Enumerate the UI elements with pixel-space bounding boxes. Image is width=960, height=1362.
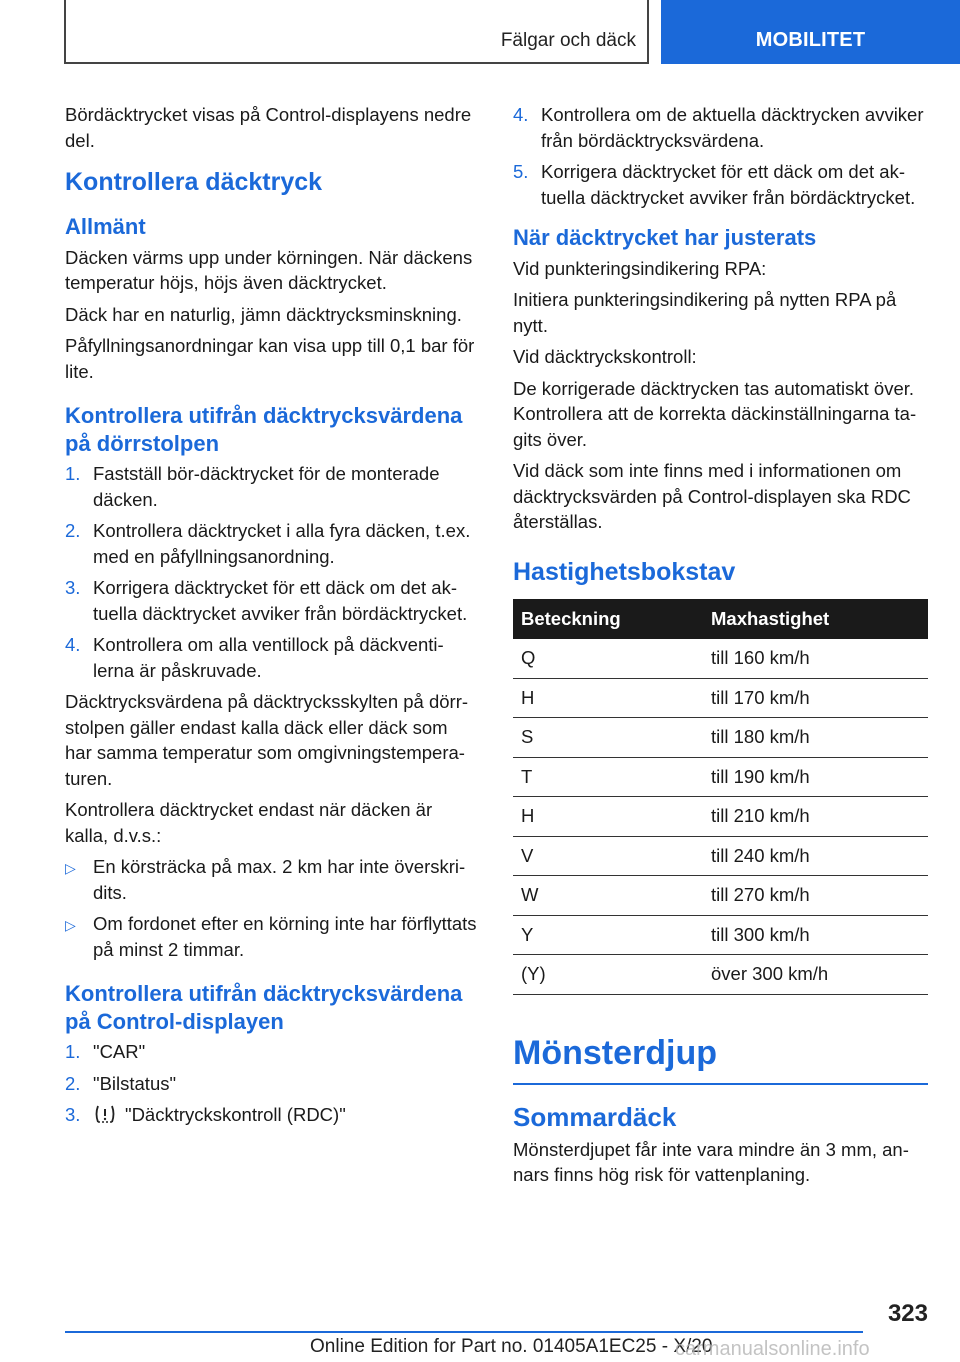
- speed-letter-cell: V: [513, 836, 703, 876]
- step-number: 2.: [65, 520, 81, 541]
- list-item: [65, 1102, 477, 1128]
- continued-steps-list: [513, 102, 928, 210]
- adjusted-para-3: Vid däcktryckskontroll:: [513, 346, 697, 367]
- step-number: 4.: [513, 104, 529, 125]
- max-speed-cell: till 190 km/h: [703, 757, 928, 797]
- step-text: Korrigera däcktrycket för ett däck om det aktuella däcktrycket avviker från bördäcktrycket.: [93, 577, 468, 624]
- adjusted-para-4: De korrigerade däcktrycken tas automatiskt över. Kontrollera att de korrekta däckinställningarna tagits över.: [513, 377, 917, 450]
- heading-general: Allmänt: [65, 214, 146, 239]
- left-column: [65, 102, 477, 1134]
- step-number: 5.: [513, 161, 529, 182]
- max-speed-cell: till 300 km/h: [703, 915, 928, 955]
- summer-tire-text: Mönsterdjupet får inte vara mindre än 3 mm, annars finns hög risk för vattenplaning.: [513, 1138, 909, 1185]
- bullet-text: Om fordonet efter en körning inte har förflyttats på minst 2 timmar.: [93, 913, 477, 960]
- adjusted-para-5: Vid däck som inte finns med i informationen om däcktrycksvärden på Control-displayen ska RDC återställas.: [513, 460, 911, 532]
- max-speed-cell: över 300 km/h: [703, 955, 928, 995]
- speed-table-body: [513, 639, 928, 995]
- step-text: Kontrollera om de aktuella däcktrycken avviker från bördäcktrycksvärdena.: [541, 104, 924, 151]
- display-steps-list: [65, 1039, 477, 1128]
- cold-tire-bullets: [65, 854, 477, 962]
- general-para-2: Däck har en naturlig, jämn däcktrycksminskning.: [65, 303, 462, 325]
- speed-letter-cell: (Y): [513, 955, 703, 995]
- list-item: [65, 461, 477, 512]
- list-item: [65, 518, 477, 569]
- list-item: [65, 575, 477, 626]
- watermark-text: carmanualsonline.info: [675, 1338, 870, 1360]
- list-item: [513, 102, 928, 153]
- max-speed-cell: till 240 km/h: [703, 836, 928, 876]
- speed-letter-cell: Q: [513, 639, 703, 679]
- speed-letter-cell: H: [513, 678, 703, 718]
- list-item: [65, 1039, 477, 1065]
- list-item: [513, 159, 928, 210]
- step-text: Kontrollera om alla ventillock på däckventilerna är påskruvade.: [93, 634, 444, 681]
- column-header-designation: Beteckning: [513, 599, 703, 639]
- table-row: [513, 757, 928, 797]
- list-item: [65, 632, 477, 683]
- speed-letter-cell: T: [513, 757, 703, 797]
- speed-letter-cell: H: [513, 797, 703, 837]
- heading-control-display: Kontrollera utifrån däcktrycksvärdena på Control-displayen: [65, 981, 463, 1034]
- page-number: 323: [887, 1300, 928, 1327]
- max-speed-cell: till 270 km/h: [703, 876, 928, 916]
- table-row: [513, 876, 928, 916]
- header-chapter-tab[interactable]: MOBILITET: [661, 0, 960, 64]
- heading-speed-rating: Hastighetsbokstav: [513, 557, 736, 586]
- heading-check-tire-pressure: Kontrollera däcktryck: [65, 168, 323, 196]
- step-number: 4.: [65, 634, 81, 655]
- max-speed-cell: till 160 km/h: [703, 639, 928, 679]
- table-row: [513, 955, 928, 995]
- column-header-max-speed: Maxhastighet: [703, 599, 928, 639]
- heading-door-pillar: Kontrollera utifrån däcktrycksvärdena på dörrstolpen: [65, 403, 463, 456]
- step-text: "Däcktryckskontroll (RDC)": [125, 1104, 346, 1125]
- intro-text: Bördäcktrycket visas på Control-displayens nedre del.: [65, 104, 472, 151]
- heading-tread-depth: Mönsterdjup: [513, 1033, 928, 1085]
- step-number: 1.: [65, 1041, 81, 1062]
- header-section-title: Fälgar och däck: [500, 30, 636, 51]
- bullet-text: En körsträcka på max. 2 km har inte överskridits.: [93, 856, 466, 903]
- table-header-row: [513, 599, 928, 639]
- step-text: "Bilstatus": [93, 1072, 177, 1094]
- heading-after-adjustment: När däcktrycket har justerats: [513, 225, 817, 250]
- step-number: 2.: [65, 1072, 81, 1094]
- table-row: [513, 678, 928, 718]
- speed-letter-cell: Y: [513, 915, 703, 955]
- step-number: 1.: [65, 463, 81, 484]
- max-speed-cell: till 210 km/h: [703, 797, 928, 837]
- adjusted-para-2: Initiera punkteringsindikering på nytten RPA på nytt.: [513, 289, 897, 336]
- right-column: [513, 102, 928, 1194]
- door-para-1: Däcktrycksvärdena på däcktrycksskylten på dörrstolpen gäller endast kalla däck eller däck som har samma temperatur som omgivningstemperaturen.: [65, 691, 469, 789]
- step-text-with-icon: [93, 1102, 477, 1128]
- speed-letter-cell: S: [513, 718, 703, 758]
- table-row: [513, 836, 928, 876]
- step-number: 3.: [65, 577, 81, 598]
- heading-summer-tires: Sommardäck: [513, 1101, 677, 1132]
- step-text: "CAR": [93, 1041, 146, 1062]
- step-text: Kontrollera däcktrycket i alla fyra däcken, t.ex. med en påfyllningsanordning.: [93, 520, 471, 567]
- step-number: 3.: [65, 1104, 81, 1125]
- list-item: [65, 1071, 477, 1097]
- max-speed-cell: till 170 km/h: [703, 678, 928, 718]
- speed-letter-cell: W: [513, 876, 703, 916]
- triangle-bullet-icon: ▷: [65, 917, 76, 933]
- step-text: Korrigera däcktrycket för ett däck om det aktuella däcktrycket avviker från bördäcktrycket.: [541, 161, 916, 208]
- triangle-bullet-icon: ▷: [65, 860, 76, 876]
- table-row: [513, 639, 928, 679]
- door-steps-list: [65, 461, 477, 683]
- list-item: [65, 854, 477, 905]
- general-para-1: Däcken värms upp under körningen. När däckens temperatur höjs, höjs även däcktrycket.: [65, 246, 473, 293]
- table-row: [513, 797, 928, 837]
- list-item: [65, 911, 477, 962]
- adjusted-para-1: Vid punkteringsindikering RPA:: [513, 257, 767, 279]
- footer-edition: Online Edition for Part no. 01405A1EC25 - X/20: [310, 1336, 713, 1357]
- footer-divider: [65, 1331, 863, 1333]
- table-row: [513, 915, 928, 955]
- door-para-2: Kontrollera däcktrycket endast när däcken är kalla, d.v.s.:: [65, 799, 433, 846]
- speed-rating-table: [513, 599, 928, 995]
- general-para-3: Påfyllningsanordningar kan visa upp till 0,1 bar för lite.: [65, 335, 475, 382]
- table-row: [513, 718, 928, 758]
- tire-pressure-warning-icon: [93, 1104, 117, 1124]
- step-text: Fastställ bör-däcktrycket för de monterade däcken.: [93, 463, 440, 510]
- max-speed-cell: till 180 km/h: [703, 718, 928, 758]
